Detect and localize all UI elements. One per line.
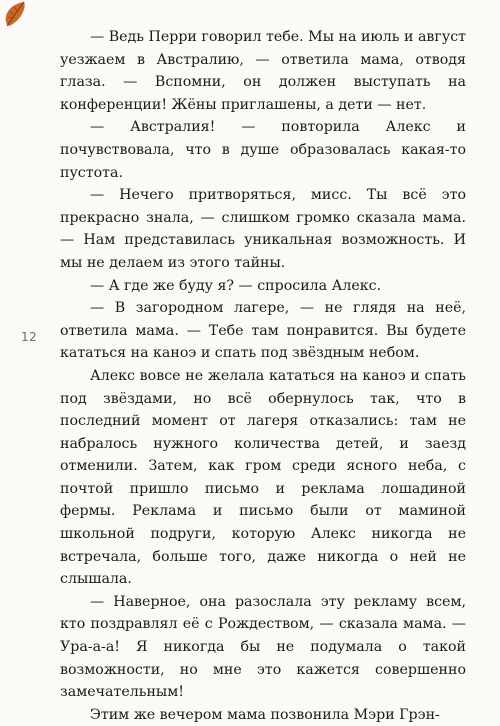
paragraph: — А где же буду я? — спросила Алекс. (90, 277, 382, 294)
paragraph: — В загородном лагере, — не глядя на неё, ответила мама. — Тебе там понравится. Вы будете кататься на каноэ и спать под звёздным небом. (60, 300, 466, 362)
paragraph: — Наверное, она разослала эту рекламу всем, кто поздравлял её с Рождеством, — сказала мама. — Ура-а-а! Я никогда бы не подумала о такой возможности, но мне это кажется совершенно замечательным! (60, 593, 466, 701)
paragraph: Этим же вечером мама позвонила Мэри Грэн- (90, 706, 440, 723)
paragraph: — Австралия! — повторила Алекс и почувствовала, что в душе образовалась какая-то пустота. (60, 119, 466, 181)
autumn-leaf-icon (2, 0, 28, 28)
paragraph: — Нечего притворяться, мисс. Ты всё это прекрасно знала, — слишком громко сказала мама. — Нам представилась уникальная возможность. И мы не делаем из этого тайны. (60, 187, 466, 271)
page-number: 12 (21, 330, 38, 344)
body-text (60, 26, 466, 726)
paragraph: — Ведь Перри говорил тебе. Мы на июль и август уезжаем в Австралию, — ответила мама, отводя глаза. — Вспомни, он должен выступать на конференции! Жёны приглашены, а дети — нет. (60, 29, 466, 113)
paragraph: Алекс вовсе не желала кататься на каноэ и спать под звёздами, но всё обернулось так, что в последний момент от лагеря отказались: там не набралось нужного количества детей, и заезд отменили. Затем, как гром среди ясного неба, с почтой пришло письмо и реклама лошадиной фермы. Реклама и письмо были от маминой школьной подруги, которую Алекс никогда не встречала, больше того, даже никогда о ней не слышала. (60, 367, 466, 588)
